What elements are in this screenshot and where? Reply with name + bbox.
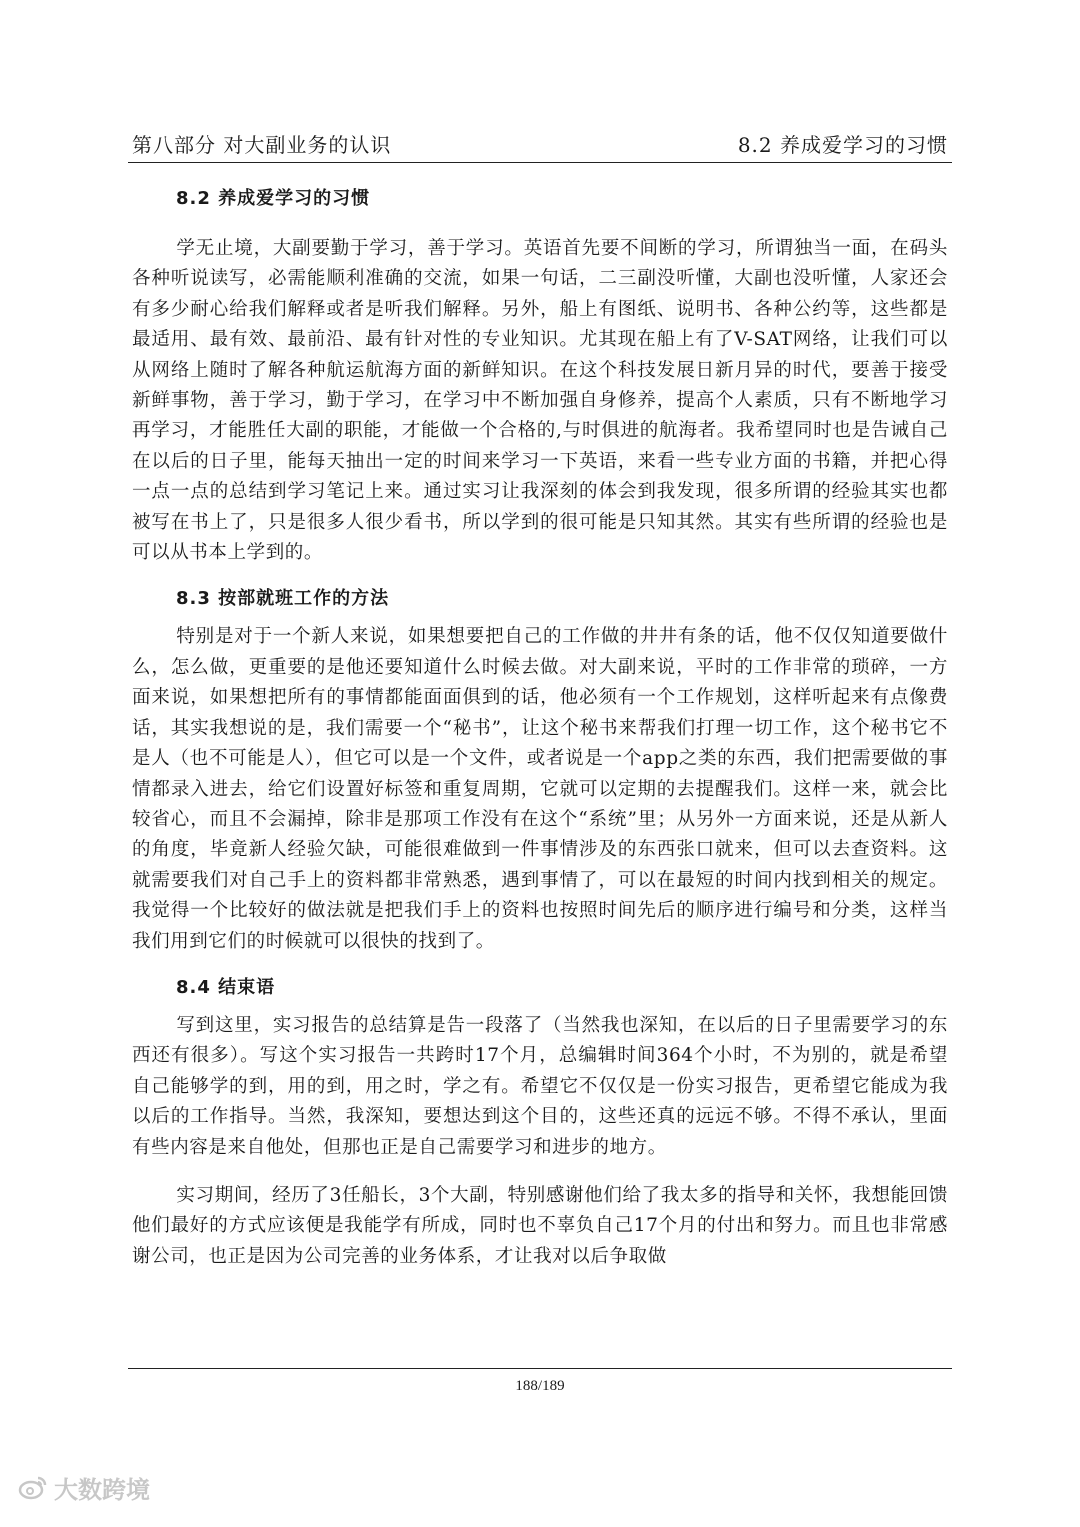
section-heading: 8.3 按部就班工作的方法 <box>176 588 390 610</box>
watermark <box>18 1470 150 1505</box>
paragraph: 学无止境，大副要勤于学习，善于学习。英语首先要不间断的学习，所谓独当一面，在码头各种听说读写，必需能顺利准确的交流，如果一句话，二三副没听懂，大副也没听懂，人家还会有多少耐心给我们解释或者是听我们解释。另外，船上有图纸、说明书、各种公约等，这些都是最适用、最有效、最前沿、最有针对性的专业知识。尤其现在船上有了V-SAT网络，让我们可以从网络上随时了解各种航运航海方面的新鲜知识。在这个科技发展日新月异的时代，要善于接受新鲜事物，善于学习，勤于学习，在学习中不断加强自身修养，提高个人素质，只有不断地学习再学习，才能胜任大副的职能，才能做一个合格的,与时俱进的航海者。我希望同时也是告诫自己在以后的日子里，能每天抽出一定的时间来学习一下英语，来看一些专业方面的书籍，并把心得一点一点的总结到学习笔记上来。通过实习让我深刻的体会到我发现，很多所谓的经验其实也都被写在书上了，只是很多人很少看书，所以学到的很可能是只知其然。其实有些所谓的经验也是可以从书本上学到的。 <box>132 238 948 564</box>
page-number: 188/189 <box>515 1378 565 1394</box>
section-heading: 8.4 结束语 <box>176 976 276 998</box>
header-section-title: 8.2 养成爱学习的习惯 <box>737 133 948 157</box>
paragraph: 特别是对于一个新人来说，如果想要把自己的工作做的井井有条的话，他不仅仅知道要做什么，怎么做，更重要的是他还要知道什么时候去做。对大副来说，平时的工作非常的琐碎，一方面来说，如果想把所有的事情都能面面俱到的话，他必须有一个工作规划，这样听起来有点像费话，其实我想说的是，我们需要一个“秘书”，让这个秘书来帮我们打理一切工作，这个秘书它不是人（也不可能是人），但它可以是一个文件，或者说是一个app之类的东西，我们把需要做的事情都录入进去，给它们设置好标签和重复周期，它就可以定期的去提醒我们。这样一来，就会比较省心，而且不会漏掉，除非是那项工作没有在这个“系统”里；从另外一方面来说，还是从新人的角度，毕竟新人经验欠缺，可能很难做到一件事情涉及的东西张口就来，但可以去查资料。这就需要我们对自己手上的资料都非常熟悉，遇到事情了，可以在最短的时间内找到相关的规定。我觉得一个比较好的做法就是把我们手上的资料也按照时间先后的顺序进行编号和分类，这样当我们用到它们的时候就可以很快的找到了。 <box>132 626 948 952</box>
footer-divider <box>128 1368 952 1369</box>
section-8-4 <box>128 971 952 1272</box>
watermark-text: 大数跨境 <box>54 1476 150 1504</box>
paragraph: 实习期间，经历了3任船长，3个大副，特别感谢他们给了我太多的指导和关怀，我想能回馈他们最好的方式应该便是我能学有所成，同时也不辜负自己17个月的付出和努力。而且也非常感谢公司，也正是因为公司完善的业务体系，才让我对以后争取做 <box>132 1184 948 1267</box>
document-body <box>128 182 952 1272</box>
weibo-logo-icon <box>18 1475 48 1501</box>
paragraph: 写到这里，实习报告的总结算是告一段落了（当然我也深知，在以后的日子里需要学习的东西还有很多）。写这个实习报告一共跨时17个月，总编辑时间364个小时，不为别的，就是希望自己能够学的到，用的到，用之时，学之有。希望它不仅仅是一份实习报告，更希望它能成为我以后的工作指导。当然，我深知，要想达到这个目的，这些还真的远远不够。不得不承认，里面有些内容是来自他处，但那也正是自己需要学习和进步的地方。 <box>132 1014 948 1158</box>
section-8-3 <box>128 582 952 956</box>
document-page <box>128 0 952 1527</box>
section-heading: 8.2 养成爱学习的习惯 <box>176 188 371 209</box>
section-8-2 <box>128 182 952 568</box>
header-chapter-title: 第八部分 对大副业务的认识 <box>132 133 392 157</box>
running-header <box>128 128 952 163</box>
